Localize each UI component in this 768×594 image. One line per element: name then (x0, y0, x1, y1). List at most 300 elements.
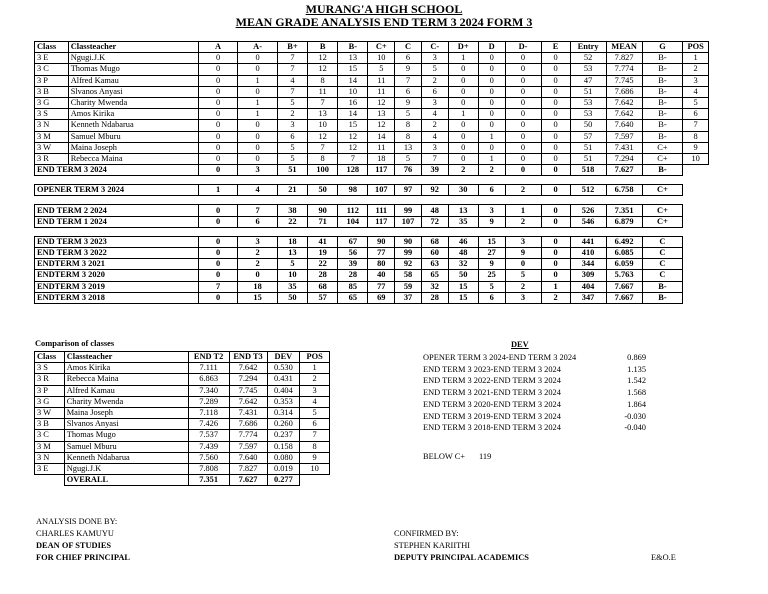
table-cell: 117 (368, 165, 395, 176)
table-cell: B- (338, 42, 368, 53)
table-cell: 0 (541, 153, 570, 164)
class-row (35, 97, 709, 108)
table-cell: 10 (308, 120, 338, 131)
table-cell: 0 (541, 120, 570, 131)
confirmer-name: STEPHEN KARIITHI (394, 541, 471, 550)
comp-row (35, 396, 330, 407)
table-cell: 7.118 (188, 407, 229, 418)
table-cell: 2 (300, 374, 330, 385)
comp-row (35, 407, 330, 418)
table-cell: 50 (448, 270, 478, 281)
table-cell: 3 (300, 385, 330, 396)
spacer-cell (35, 227, 709, 236)
confirmed-label: CONFIRMED BY: (394, 529, 459, 538)
table-cell: 0 (198, 120, 238, 131)
table-cell: Alfred Kamau (64, 385, 188, 396)
table-cell: 518 (570, 165, 606, 176)
table-cell: B- (642, 86, 683, 97)
table-cell: 0 (541, 142, 570, 153)
table-cell: 1 (478, 153, 505, 164)
table-cell: D+ (448, 42, 478, 53)
table-cell: 39 (338, 259, 368, 270)
table-cell: 7.808 (188, 463, 229, 474)
table-cell: 3 P (35, 385, 65, 396)
table-cell: 3 C (35, 64, 69, 75)
table-cell: 0 (505, 64, 541, 75)
table-cell: 0 (448, 75, 478, 86)
class-row (35, 75, 709, 86)
class-row (35, 142, 709, 153)
table-cell: 7 (308, 142, 338, 153)
table-cell: Amos Kirika (68, 109, 198, 120)
table-cell: END TERM 2 2024 (35, 205, 199, 216)
table-cell: 38 (277, 205, 307, 216)
table-cell: 100 (308, 165, 338, 176)
table-cell: 1 (505, 205, 541, 216)
table-cell: END T2 (188, 352, 229, 363)
table-cell: 5 (395, 109, 422, 120)
table-cell: 8 (308, 153, 338, 164)
history-row (35, 281, 709, 292)
table-cell: 14 (338, 75, 368, 86)
table-cell: 0 (478, 120, 505, 131)
table-cell: 7.640 (229, 452, 267, 463)
table-cell: 9 (395, 64, 422, 75)
table-cell: 71 (308, 216, 338, 227)
table-cell: 3 (478, 205, 505, 216)
table-cell: Classteacher (64, 352, 188, 363)
table-cell: 6.492 (606, 236, 642, 247)
table-cell: 1 (300, 363, 330, 374)
table-cell: 14 (368, 131, 395, 142)
table-cell: 0.353 (267, 396, 300, 407)
table-cell: 7 (338, 153, 368, 164)
table-cell: 9 (395, 97, 422, 108)
table-cell: 10 (277, 270, 307, 281)
table-cell: END TERM 3 2024 (35, 165, 199, 176)
table-cell: 4 (300, 396, 330, 407)
table-cell: 8 (300, 441, 330, 452)
table-cell: ENDTERM 3 2020 (35, 270, 199, 281)
table-cell: 13 (277, 248, 307, 259)
table-cell: 0 (541, 97, 570, 108)
table-cell: 18 (368, 153, 395, 164)
table-cell: 32 (448, 259, 478, 270)
table-cell: 3 (421, 97, 448, 108)
table-cell: B- (642, 109, 683, 120)
table-cell: 0 (198, 75, 238, 86)
table-cell: 0 (505, 120, 541, 131)
table-cell: 18 (277, 236, 307, 247)
analyst-for: FOR CHIEF PRINCIPAL (36, 553, 130, 562)
table-cell: 35 (448, 216, 478, 227)
table-cell: Thomas Mugo (68, 64, 198, 75)
table-cell: 3 P (35, 75, 69, 86)
confirmer-role: DEPUTY PRINCIPAL ACADEMICS (394, 553, 529, 562)
table-cell: 92 (421, 185, 448, 196)
table-cell: 63 (421, 259, 448, 270)
history-row (35, 248, 709, 259)
table-cell: 9 (683, 142, 709, 153)
report-title: MEAN GRADE ANALYSIS END TERM 3 2024 FORM 3 (235, 15, 533, 29)
table-cell: 15 (338, 120, 368, 131)
dev-value: 1.135 (627, 364, 646, 374)
end-term-3-2024-row (35, 165, 709, 176)
table-cell: 7.745 (606, 75, 642, 86)
table-cell: 9 (478, 259, 505, 270)
table-cell: 0 (198, 165, 238, 176)
table-cell: 2 (505, 216, 541, 227)
table-cell: 53 (570, 64, 606, 75)
table-cell: 2 (541, 292, 570, 303)
spacer-row (35, 227, 709, 236)
table-cell: 7.627 (229, 475, 267, 486)
table-cell: 0 (198, 259, 238, 270)
table-cell: 3 W (35, 142, 69, 153)
table-cell: 3 G (35, 396, 65, 407)
table-cell: E (541, 42, 570, 53)
table-cell: 6 (478, 185, 505, 196)
table-cell: 6 (478, 292, 505, 303)
table-cell: OPENER TERM 3 2024 (35, 185, 199, 196)
class-row (35, 86, 709, 97)
table-cell: 5 (683, 97, 709, 108)
table-cell: B- (642, 165, 683, 176)
blank-cell (35, 475, 65, 486)
table-cell: 6 (395, 86, 422, 97)
table-cell: END TERM 1 2024 (35, 216, 199, 227)
table-cell: 404 (570, 281, 606, 292)
table-cell: 13 (368, 109, 395, 120)
table-cell: 128 (338, 165, 368, 176)
table-cell: 60 (421, 248, 448, 259)
table-cell: B- (642, 97, 683, 108)
table-cell: 104 (338, 216, 368, 227)
table-cell: 546 (570, 216, 606, 227)
table-cell: 22 (277, 216, 307, 227)
table-cell: 0.277 (267, 475, 300, 486)
table-cell: 0 (541, 185, 570, 196)
table-cell: 0 (198, 142, 238, 153)
table-cell: 111 (368, 205, 395, 216)
spacer-row (35, 196, 709, 205)
table-cell: 0 (238, 142, 278, 153)
table-cell: C- (421, 42, 448, 53)
table-cell: 6.758 (606, 185, 642, 196)
table-cell: 0 (198, 270, 238, 281)
table-cell: MEAN (606, 42, 642, 53)
table-cell: 107 (395, 216, 422, 227)
table-cell: 7.627 (606, 165, 642, 176)
table-cell: 0.158 (267, 441, 300, 452)
table-cell: A- (238, 42, 278, 53)
table-cell: 0 (541, 86, 570, 97)
table-cell: Rebecca Maina (64, 374, 188, 385)
table-cell: 0.530 (267, 363, 300, 374)
table-cell: 6 (683, 109, 709, 120)
table-cell: 0 (448, 64, 478, 75)
mean-grade-table (34, 41, 709, 304)
table-cell: 0.237 (267, 430, 300, 441)
table-cell: 5 (421, 64, 448, 75)
table-cell: 58 (395, 270, 422, 281)
table-cell: 7.439 (188, 441, 229, 452)
history-row (35, 292, 709, 303)
class-row (35, 64, 709, 75)
table-cell: B (308, 42, 338, 53)
table-cell: 90 (395, 236, 422, 247)
table-cell: 77 (368, 281, 395, 292)
table-cell: END T3 (229, 352, 267, 363)
table-cell: C+ (642, 205, 683, 216)
table-cell: 6 (238, 216, 278, 227)
table-cell: 0 (448, 97, 478, 108)
table-cell: 7 (198, 281, 238, 292)
table-cell: 15 (448, 281, 478, 292)
table-cell: 3 (505, 236, 541, 247)
table-cell: 3 N (35, 452, 65, 463)
table-cell: 7 (277, 53, 307, 64)
table-cell: 52 (570, 53, 606, 64)
spacer-cell (35, 196, 709, 205)
table-cell: 2 (421, 120, 448, 131)
table-cell: 7 (395, 75, 422, 86)
table-cell: 0 (505, 75, 541, 86)
table-cell: 0 (198, 97, 238, 108)
table-cell: 7.827 (606, 53, 642, 64)
table-cell: ENDTERM 3 2021 (35, 259, 199, 270)
table-cell: 8 (395, 120, 422, 131)
dev-label: END TERM 3 2018-END TERM 3 2024 (423, 423, 561, 433)
table-cell: 7.642 (229, 396, 267, 407)
table-cell: 7.667 (606, 281, 642, 292)
table-cell: 7.640 (606, 120, 642, 131)
table-cell: 441 (570, 236, 606, 247)
table-cell: 12 (338, 142, 368, 153)
table-cell: 0 (505, 109, 541, 120)
table-cell: 0 (238, 131, 278, 142)
table-cell: 7.294 (606, 153, 642, 164)
table-cell: 7 (421, 153, 448, 164)
table-cell: DEV (267, 352, 300, 363)
table-cell: 3 B (35, 86, 69, 97)
table-cell: 0 (505, 131, 541, 142)
table-cell: 90 (308, 205, 338, 216)
eoe-note: E&O.E (651, 553, 676, 562)
table-cell: 68 (308, 281, 338, 292)
table-cell: 0 (198, 205, 238, 216)
table-cell: Charity Mwenda (68, 97, 198, 108)
table-cell: 7.774 (229, 430, 267, 441)
table-cell: 21 (277, 185, 307, 196)
comp-row (35, 441, 330, 452)
table-cell: 50 (277, 292, 307, 303)
table-cell: 7.642 (606, 97, 642, 108)
table-cell: 6 (421, 86, 448, 97)
table-cell: 7.597 (606, 131, 642, 142)
table-cell: 0 (198, 86, 238, 97)
table-cell: 5 (478, 281, 505, 292)
table-cell: 7.294 (229, 374, 267, 385)
table-cell: 0 (448, 131, 478, 142)
table-cell: 7.642 (229, 363, 267, 374)
table-cell: 7.827 (229, 463, 267, 474)
opener-term-row (35, 185, 709, 196)
table-cell: Slvanos Anyasi (64, 419, 188, 430)
table-cell: 56 (338, 248, 368, 259)
table-cell: END TERM 3 2022 (35, 248, 199, 259)
table-cell: 0 (478, 109, 505, 120)
table-cell: 0 (478, 142, 505, 153)
table-cell: 7.745 (229, 385, 267, 396)
table-cell: 7.426 (188, 419, 229, 430)
class-row (35, 153, 709, 164)
term-row (35, 216, 709, 227)
table-cell: 0 (198, 109, 238, 120)
table-cell: 0 (541, 259, 570, 270)
table-cell: 4 (277, 75, 307, 86)
table-cell: 3 M (35, 441, 65, 452)
table-cell: 46 (448, 236, 478, 247)
table-cell: Classteacher (68, 42, 198, 53)
table-cell: 0 (505, 153, 541, 164)
table-cell: 2 (683, 64, 709, 75)
table-cell: 3 (683, 75, 709, 86)
table-cell: 32 (421, 281, 448, 292)
comparison-label: Comparison of classes (35, 339, 115, 348)
dev-value: 1.542 (627, 376, 646, 386)
table-cell: 1 (448, 109, 478, 120)
table-cell: ENDTERM 3 2018 (35, 292, 199, 303)
table-cell: 1 (238, 75, 278, 86)
table-cell: 0 (238, 64, 278, 75)
dev-label: END TERM 3 2023-END TERM 3 2024 (423, 364, 561, 374)
history-row (35, 259, 709, 270)
comp-row (35, 363, 330, 374)
below-c-plus-value: 119 (479, 452, 492, 461)
table-cell: 6 (300, 419, 330, 430)
table-cell: C (642, 270, 683, 281)
table-cell: 0.404 (267, 385, 300, 396)
class-row (35, 120, 709, 131)
table-cell: B- (642, 64, 683, 75)
table-cell: Ngugi.J.K (68, 53, 198, 64)
table-cell: C+ (642, 185, 683, 196)
table-cell: Ngugi.J.K (64, 463, 188, 474)
table-cell: Thomas Mugo (64, 430, 188, 441)
table-cell: Alfred Kamau (68, 75, 198, 86)
table-cell: 0 (238, 153, 278, 164)
table-cell: 11 (368, 75, 395, 86)
table-cell: 0 (505, 165, 541, 176)
table-cell: 7.642 (606, 109, 642, 120)
table-cell: 8 (308, 75, 338, 86)
table-cell: 3 R (35, 153, 69, 164)
table-cell: 0 (198, 216, 238, 227)
table-cell: 67 (338, 236, 368, 247)
table-cell: 7.560 (188, 452, 229, 463)
analyst-name: CHARLES KAMUYU (36, 529, 114, 538)
table-cell: 0 (505, 259, 541, 270)
table-cell: 7.431 (229, 407, 267, 418)
table-cell: 5 (368, 64, 395, 75)
dev-value: 1.568 (627, 388, 646, 398)
table-cell: 3 S (35, 109, 69, 120)
table-cell: 0 (478, 53, 505, 64)
table-cell: 0 (478, 64, 505, 75)
table-cell: Rebecca Maina (68, 153, 198, 164)
spacer-cell (35, 176, 709, 185)
table-cell: 47 (570, 75, 606, 86)
table-cell: 28 (338, 270, 368, 281)
table-cell: 0 (198, 153, 238, 164)
table-cell: Class (35, 352, 65, 363)
table-cell: Maina Joseph (68, 142, 198, 153)
table-cell: 512 (570, 185, 606, 196)
table-cell: 2 (238, 248, 278, 259)
table-cell: B- (642, 281, 683, 292)
table-cell: 1 (683, 53, 709, 64)
table-cell: 0 (541, 131, 570, 142)
comp-row (35, 419, 330, 430)
table-cell: 2 (238, 259, 278, 270)
table-cell: 25 (478, 270, 505, 281)
table-cell: 3 E (35, 53, 69, 64)
dev-label: END TERM 3 2022-END TERM 3 2024 (423, 376, 561, 386)
table-cell: 7 (277, 64, 307, 75)
table-cell: 51 (570, 153, 606, 164)
table-cell: 53 (570, 109, 606, 120)
table-cell: 0 (238, 53, 278, 64)
table-cell: 9 (300, 452, 330, 463)
table-cell: 65 (338, 292, 368, 303)
header-row (35, 42, 709, 53)
table-cell: 48 (421, 205, 448, 216)
table-cell: 12 (308, 131, 338, 142)
table-cell: 0 (505, 142, 541, 153)
table-cell: 3 (505, 292, 541, 303)
table-cell: 2 (505, 281, 541, 292)
table-cell: 11 (368, 142, 395, 153)
table-cell: 3 N (35, 120, 69, 131)
table-cell: 3 C (35, 430, 65, 441)
table-cell: ENDTERM 3 2019 (35, 281, 199, 292)
table-cell: 10 (338, 86, 368, 97)
table-cell: 27 (478, 248, 505, 259)
table-cell: 2 (505, 185, 541, 196)
table-cell: Entry (570, 42, 606, 53)
table-cell: 13 (338, 53, 368, 64)
table-cell: 2 (277, 109, 307, 120)
table-cell: 39 (421, 165, 448, 176)
table-cell: 18 (238, 281, 278, 292)
table-cell: 10 (368, 53, 395, 64)
table-cell: 7.431 (606, 142, 642, 153)
table-cell: 5.763 (606, 270, 642, 281)
table-cell: 7 (683, 120, 709, 131)
table-cell: 68 (421, 236, 448, 247)
dev-label: END TERM 3 2019-END TERM 3 2024 (423, 411, 561, 421)
table-cell: 11 (308, 86, 338, 97)
table-cell: 3 E (35, 463, 65, 474)
table-cell: 13 (308, 109, 338, 120)
table-cell: C (642, 236, 683, 247)
table-cell: 0.314 (267, 407, 300, 418)
table-cell: 51 (277, 165, 307, 176)
table-cell: 107 (368, 185, 395, 196)
table-cell: C (395, 42, 422, 53)
table-cell: 22 (308, 259, 338, 270)
